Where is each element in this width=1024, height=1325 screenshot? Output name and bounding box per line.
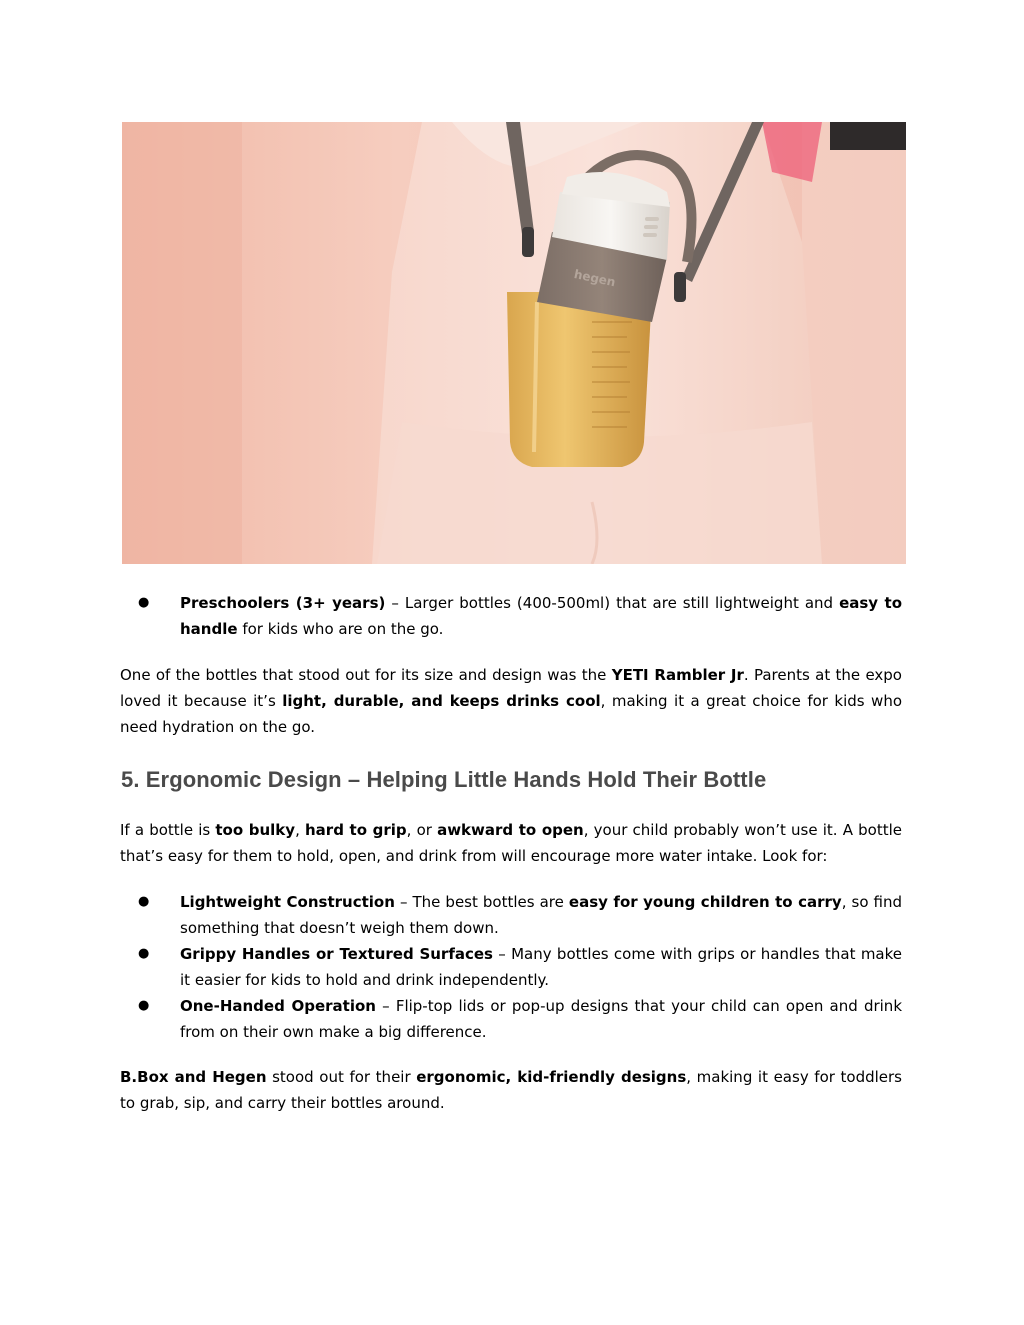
- list-item: ● One-Handed Operation – Flip-top lids or pop-up designs that your child can open and drink from on their own make a big difference.: [120, 993, 902, 1045]
- brand-print: hegen: [572, 266, 617, 290]
- section-heading: 5. Ergonomic Design – Helping Little Hands Hold Their Bottle: [121, 767, 767, 792]
- list-item: ● Grippy Handles or Textured Surfaces – Many bottles come with grips or handles that make it easier for kids to hold and drink independently.: [120, 941, 902, 993]
- bullet-list-age-groups: [120, 590, 902, 642]
- list-item: ● Lightweight Construction – The best bottles are easy for young children to carry, so find something that doesn’t weigh them down.: [120, 889, 902, 941]
- bottle-photo: [122, 122, 906, 564]
- list-item: ● Preschoolers (3+ years) – Larger bottles (400-500ml) that are still lightweight and easy to handle for kids who are on the go.: [120, 590, 902, 642]
- bullet-icon: ●: [138, 595, 150, 610]
- bullet-icon: ●: [138, 998, 150, 1013]
- bullet-icon: ●: [138, 946, 150, 961]
- paragraph-ergonomic-intro: If a bottle is too bulky, hard to grip, or awkward to open, your child probably won’t use it. A bottle that’s easy for them to hold, open, and drink from will encourage more water intake. Look for:: [120, 821, 902, 865]
- bullet-list-features: [120, 889, 902, 1045]
- bullet-icon: ●: [138, 894, 150, 909]
- paragraph-yeti: One of the bottles that stood out for its size and design was the YETI Rambler Jr. Parents at the expo loved it because it’s light, durable, and keeps drinks cool, making it a great choice for kids who need hydration on the go.: [120, 666, 902, 736]
- paragraph-bbox-hegen: B.Box and Hegen stood out for their ergonomic, kid-friendly designs, making it easy for toddlers to grab, sip, and carry their bottles around.: [120, 1068, 902, 1112]
